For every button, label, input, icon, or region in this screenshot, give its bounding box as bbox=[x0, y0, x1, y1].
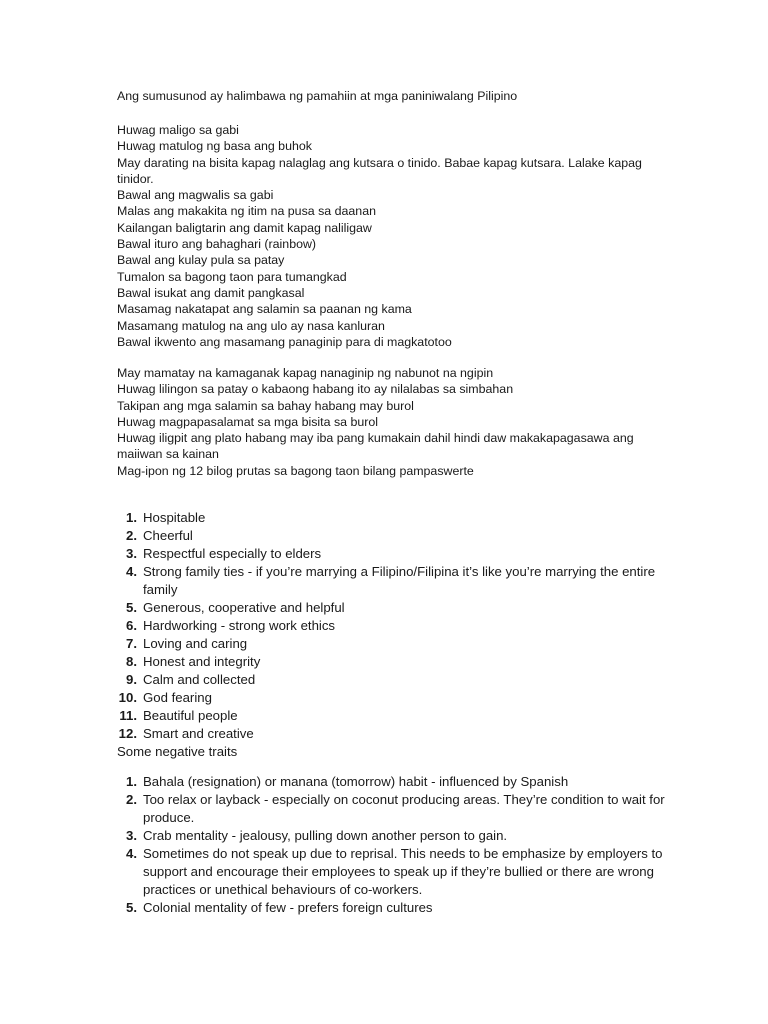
item-number: 3. bbox=[126, 828, 137, 843]
item-number: 6. bbox=[126, 618, 137, 633]
numbered-item bbox=[117, 725, 677, 743]
item-number: 4. bbox=[126, 846, 137, 861]
item-number: 9. bbox=[126, 672, 137, 687]
item-text: Respectful especially to elders bbox=[143, 546, 322, 561]
numbered-item bbox=[117, 635, 677, 653]
numbered-item bbox=[117, 827, 677, 845]
item-number: 4. bbox=[126, 564, 137, 579]
item-text: Smart and creative bbox=[143, 726, 254, 741]
numbered-item bbox=[117, 671, 677, 689]
item-number: 3. bbox=[126, 546, 137, 561]
numbered-item bbox=[117, 599, 677, 617]
item-text: Hardworking - strong work ethics bbox=[143, 618, 336, 633]
list-item: May mamatay na kamaganak kapag nanaginip ng nabunot na ngipin bbox=[117, 366, 494, 380]
list-item: Bawal ikwento ang masamang panaginip para di magkatotoo bbox=[117, 334, 452, 349]
list-item: Huwag matulog ng basa ang buhok bbox=[117, 139, 312, 154]
item-number: 5. bbox=[126, 900, 137, 915]
numbered-item bbox=[117, 563, 677, 599]
list-item: Tumalon sa bagong taon para tumangkad bbox=[117, 269, 347, 284]
item-number: 2. bbox=[126, 528, 137, 543]
list-item: Bawal isukat ang damit pangkasal bbox=[117, 285, 305, 300]
numbered-item bbox=[117, 653, 677, 671]
item-text: Honest and integrity bbox=[143, 654, 261, 669]
item-number: 5. bbox=[126, 600, 137, 615]
item-number: 1. bbox=[126, 774, 137, 789]
list-item: Bawal ang magwalis sa gabi bbox=[117, 188, 274, 203]
item-number: 1. bbox=[126, 510, 137, 525]
list-item: Masamag nakatapat ang salamin sa paanan ng kama bbox=[117, 302, 412, 317]
list-item: May darating na bisita kapag nalaglag ang kutsara o tinido. Babae kapag kutsara. Lalake kapag tinidor. bbox=[117, 155, 642, 186]
numbered-item bbox=[117, 545, 677, 563]
item-text: Generous, cooperative and helpful bbox=[143, 600, 345, 615]
item-text: Strong family ties - if you’re marrying a Filipino/Filipina it’s like you’re marrying the entire family bbox=[143, 564, 656, 597]
list-item: Takipan ang mga salamin sa bahay habang may burol bbox=[117, 398, 414, 413]
numbered-item bbox=[117, 845, 677, 899]
item-text: Crab mentality - jealousy, pulling down another person to gain. bbox=[143, 828, 508, 843]
list-item: Huwag iligpit ang plato habang may iba pang kumakain dahil hindi daw makakapagasawa ang maiiwan sa kainan bbox=[117, 431, 634, 462]
item-number: 7. bbox=[126, 636, 137, 651]
item-number: 10. bbox=[118, 690, 137, 705]
item-text: Bahala (resignation) or manana (tomorrow) habit - influenced by Spanish bbox=[143, 774, 569, 789]
item-text: Loving and caring bbox=[143, 636, 248, 651]
item-text: Too relax or layback - especially on coconut producing areas. They’re condition to wait for produce. bbox=[143, 792, 665, 825]
superstitions-list-2 bbox=[117, 365, 677, 479]
item-number: 8. bbox=[126, 654, 137, 669]
numbered-item bbox=[117, 509, 677, 527]
list-item: Malas ang makakita ng itim na pusa sa daanan bbox=[117, 204, 376, 219]
numbered-item bbox=[117, 689, 677, 707]
numbered-item bbox=[117, 527, 677, 545]
numbered-item bbox=[117, 899, 677, 917]
list-item: Mag-ipon ng 12 bilog prutas sa bagong taon bilang pampaswerte bbox=[117, 463, 474, 478]
item-text: God fearing bbox=[143, 690, 212, 705]
numbered-item bbox=[117, 707, 677, 725]
item-number: 2. bbox=[126, 792, 137, 807]
list-item: Huwag magpapasalamat sa mga bisita sa burol bbox=[117, 414, 379, 429]
positive-traits-list bbox=[117, 509, 677, 743]
list-item: Bawal ang kulay pula sa patay bbox=[117, 253, 285, 268]
numbered-item bbox=[117, 773, 677, 791]
item-text: Hospitable bbox=[143, 510, 206, 525]
list-item: Masamang matulog na ang ulo ay nasa kanluran bbox=[117, 318, 385, 333]
item-number: 12. bbox=[118, 726, 137, 741]
item-text: Cheerful bbox=[143, 528, 193, 543]
negative-traits-list bbox=[117, 773, 677, 917]
item-number: 11. bbox=[119, 708, 137, 723]
list-item: Kailangan baligtarin ang damit kapag naliligaw bbox=[117, 220, 372, 235]
list-item: Huwag lilingon sa patay o kabaong habang ito ay nilalabas sa simbahan bbox=[117, 382, 514, 397]
numbered-item bbox=[117, 791, 677, 827]
list-item: Huwag maligo sa gabi bbox=[117, 123, 239, 137]
item-text: Beautiful people bbox=[143, 708, 238, 723]
item-text: Colonial mentality of few - prefers foreign cultures bbox=[143, 900, 433, 915]
item-text: Sometimes do not speak up due to reprisal. This needs to be emphasize by employers to support and encourage their employees to speak up if they’re bullied or there are wrong practices or unethical behaviours of co-workers. bbox=[143, 846, 663, 897]
intro-heading: Ang sumusunod ay halimbawa ng pamahiin at mga paniniwalang Pilipino bbox=[117, 89, 518, 103]
list-item: Bawal ituro ang bahaghari (rainbow) bbox=[117, 237, 317, 252]
negative-traits-heading: Some negative traits bbox=[117, 744, 238, 759]
superstitions-list-1 bbox=[117, 122, 677, 350]
item-text: Calm and collected bbox=[143, 672, 256, 687]
numbered-item bbox=[117, 617, 677, 635]
